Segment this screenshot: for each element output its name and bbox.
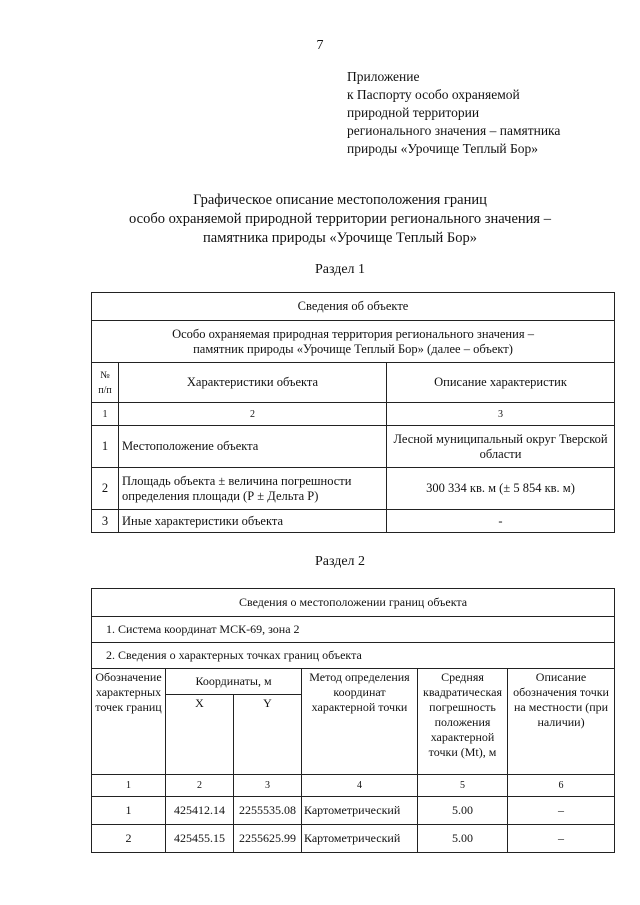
- appendix-line: природы «Урочище Теплый Бор»: [347, 141, 539, 156]
- col-number: 3: [234, 775, 302, 797]
- object-info-table: [91, 292, 615, 533]
- header-error: Средняя квадратическая погрешность положения характерной точки (Mt), м: [418, 669, 508, 775]
- point-method: Картометрический: [302, 797, 418, 825]
- row-characteristic: Иные характеристики объекта: [119, 510, 387, 533]
- document-title: [0, 191, 640, 248]
- object-name-line: памятник природы «Урочище Теплый Бор» (далее – объект): [193, 341, 513, 356]
- header-num: № п/п: [92, 363, 119, 403]
- col-number: 4: [302, 775, 418, 797]
- boundary-points-table: [91, 588, 615, 853]
- col-number: 6: [508, 775, 615, 797]
- row-description: -: [387, 510, 615, 533]
- col-number: 5: [418, 775, 508, 797]
- col-number: 1: [92, 403, 119, 426]
- object-name-line: Особо охраняемая природная территория регионального значения –: [172, 326, 534, 341]
- table-row: [92, 825, 615, 853]
- appendix-line: регионального значения – памятника: [347, 123, 561, 138]
- point-designation: 2: [92, 825, 166, 853]
- point-designation: 1: [92, 797, 166, 825]
- points-section-title: 2. Сведения о характерных точках границ объекта: [92, 643, 615, 669]
- table-row: [92, 468, 615, 510]
- header-point-description: Описание обозначения точки на местности (при наличии): [508, 669, 615, 775]
- row-characteristic: Местоположение объекта: [119, 426, 387, 468]
- header-description: Описание характеристик: [387, 363, 615, 403]
- coordinate-system: 1. Система координат МСК-69, зона 2: [92, 617, 615, 643]
- point-method: Картометрический: [302, 825, 418, 853]
- title-line: памятника природы «Урочище Теплый Бор»: [203, 230, 477, 246]
- table-row: [92, 797, 615, 825]
- table-row: [92, 510, 615, 533]
- appendix-line: природной территории: [347, 105, 480, 120]
- appendix-line: Приложение: [347, 69, 420, 84]
- row-description: 300 334 кв. м (± 5 854 кв. м): [387, 468, 615, 510]
- point-y: 2255625.99: [234, 825, 302, 853]
- col-number: 3: [387, 403, 615, 426]
- point-description: –: [508, 825, 615, 853]
- appendix-line: к Паспорту особо охраняемой: [347, 87, 520, 102]
- header-characteristic: Характеристики объекта: [119, 363, 387, 403]
- page-number: 7: [316, 38, 324, 53]
- header-y: Y: [234, 695, 302, 775]
- col-number: 1: [92, 775, 166, 797]
- section-1-heading: Раздел 1: [314, 262, 366, 277]
- point-x: 425455.15: [166, 825, 234, 853]
- point-description: –: [508, 797, 615, 825]
- point-error: 5.00: [418, 825, 508, 853]
- col-number: 2: [119, 403, 387, 426]
- row-description: Лесной муниципальный округ Тверской области: [387, 426, 615, 468]
- appendix-block: [347, 68, 617, 158]
- row-characteristic: Площадь объекта ± величина погрешности определения площади (Р ± Дельта Р): [119, 468, 387, 510]
- row-num: 2: [92, 468, 119, 510]
- title-line: Графическое описание местоположения границ: [193, 192, 487, 208]
- point-error: 5.00: [418, 797, 508, 825]
- row-num: 3: [92, 510, 119, 533]
- section-2-heading: Раздел 2: [314, 554, 366, 569]
- col-number: 2: [166, 775, 234, 797]
- point-x: 425412.14: [166, 797, 234, 825]
- header-coordinates: Координаты, м: [166, 669, 302, 695]
- point-y: 2255535.08: [234, 797, 302, 825]
- header-method: Метод определения координат характерной точки: [302, 669, 418, 775]
- header-x: X: [166, 695, 234, 775]
- title-line: особо охраняемой природной территории регионального значения –: [129, 211, 551, 227]
- object-name-cell: [92, 321, 615, 363]
- boundary-info-title: Сведения о местоположении границ объекта: [92, 589, 615, 617]
- header-designation: Обозначение характерных точек границ: [92, 669, 166, 775]
- object-info-title: Сведения об объекте: [92, 293, 615, 321]
- row-num: 1: [92, 426, 119, 468]
- table-row: [92, 426, 615, 468]
